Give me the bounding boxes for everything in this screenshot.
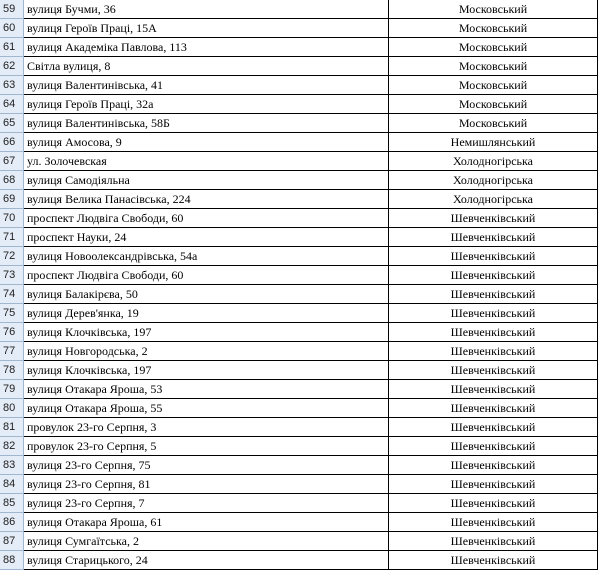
address-cell[interactable]: Світла вулиця, 8 bbox=[24, 57, 389, 76]
address-cell[interactable]: вулиця Самодіяльна bbox=[24, 171, 389, 190]
district-cell[interactable]: Московський bbox=[389, 0, 598, 19]
address-cell[interactable]: вулиця Сумгаїтська, 2 bbox=[24, 532, 389, 551]
row-number-header[interactable]: 63 bbox=[0, 76, 24, 95]
table-row bbox=[0, 513, 598, 532]
row-number-header[interactable]: 82 bbox=[0, 437, 24, 456]
address-cell[interactable]: вулиця Велика Панасівська, 224 bbox=[24, 190, 389, 209]
district-cell[interactable]: Шевченківський bbox=[389, 532, 598, 551]
district-cell[interactable]: Московський bbox=[389, 38, 598, 57]
district-cell[interactable]: Шевченківський bbox=[389, 551, 598, 570]
table-row bbox=[0, 38, 598, 57]
table-row bbox=[0, 418, 598, 437]
row-number-header[interactable]: 80 bbox=[0, 399, 24, 418]
table-row bbox=[0, 95, 598, 114]
address-cell[interactable]: вулиця Амосова, 9 bbox=[24, 133, 389, 152]
district-cell[interactable]: Шевченківський bbox=[389, 456, 598, 475]
table-row bbox=[0, 475, 598, 494]
address-cell[interactable]: вулиця Отакара Яроша, 55 bbox=[24, 399, 389, 418]
address-cell[interactable]: вулиця Академіка Павлова, 113 bbox=[24, 38, 389, 57]
district-cell[interactable]: Шевченківський bbox=[389, 247, 598, 266]
table-row bbox=[0, 57, 598, 76]
address-cell[interactable]: вулиця Клочківська, 197 bbox=[24, 361, 389, 380]
table-row bbox=[0, 0, 598, 19]
address-cell[interactable]: вулиця Новоолександрівська, 54а bbox=[24, 247, 389, 266]
table-row bbox=[0, 342, 598, 361]
district-cell[interactable]: Шевченківський bbox=[389, 475, 598, 494]
table-row bbox=[0, 209, 598, 228]
district-cell[interactable]: Московський bbox=[389, 19, 598, 38]
address-cell[interactable]: проспект Науки, 24 bbox=[24, 228, 389, 247]
table-row bbox=[0, 190, 598, 209]
table-row bbox=[0, 380, 598, 399]
address-cell[interactable]: вулиця Клочківська, 197 bbox=[24, 323, 389, 342]
row-number-header[interactable]: 83 bbox=[0, 456, 24, 475]
district-cell[interactable]: Шевченківський bbox=[389, 304, 598, 323]
row-number-header[interactable]: 74 bbox=[0, 285, 24, 304]
district-cell[interactable]: Московський bbox=[389, 57, 598, 76]
district-cell[interactable]: Московський bbox=[389, 114, 598, 133]
row-number-header[interactable]: 75 bbox=[0, 304, 24, 323]
table-row bbox=[0, 266, 598, 285]
table-row bbox=[0, 304, 598, 323]
district-cell[interactable]: Шевченківський bbox=[389, 399, 598, 418]
district-cell[interactable]: Шевченківський bbox=[389, 437, 598, 456]
row-number-header[interactable]: 79 bbox=[0, 380, 24, 399]
table-row bbox=[0, 114, 598, 133]
grid-bottom-edge bbox=[0, 574, 599, 579]
district-cell[interactable]: Шевченківський bbox=[389, 266, 598, 285]
table-row bbox=[0, 247, 598, 266]
row-number-header[interactable]: 60 bbox=[0, 19, 24, 38]
table-row bbox=[0, 228, 598, 247]
address-cell[interactable]: вулиця Героїв Праці, 15А bbox=[24, 19, 389, 38]
row-number-header[interactable]: 69 bbox=[0, 190, 24, 209]
table-row bbox=[0, 361, 598, 380]
row-number-header[interactable]: 72 bbox=[0, 247, 24, 266]
table-row bbox=[0, 456, 598, 475]
district-cell[interactable]: Шевченківський bbox=[389, 228, 598, 247]
district-cell[interactable]: Шевченківський bbox=[389, 361, 598, 380]
address-cell[interactable]: вулиця 23-го Серпня, 7 bbox=[24, 494, 389, 513]
district-cell[interactable]: Шевченківський bbox=[389, 513, 598, 532]
district-cell[interactable]: Шевченківський bbox=[389, 323, 598, 342]
address-cell[interactable]: ул. Золочевская bbox=[24, 152, 389, 171]
row-number-header[interactable]: 68 bbox=[0, 171, 24, 190]
address-cell[interactable]: вулиця Валентинівська, 41 bbox=[24, 76, 389, 95]
row-number-header[interactable]: 66 bbox=[0, 133, 24, 152]
address-cell[interactable]: провулок 23-го Серпня, 5 bbox=[24, 437, 389, 456]
district-cell[interactable]: Холодногірська bbox=[389, 171, 598, 190]
address-cell[interactable]: вулиця 23-го Серпня, 81 bbox=[24, 475, 389, 494]
table-row bbox=[0, 76, 598, 95]
district-cell[interactable]: Шевченківський bbox=[389, 380, 598, 399]
district-cell[interactable]: Шевченківський bbox=[389, 342, 598, 361]
address-cell[interactable]: проспект Людвіга Свободи, 60 bbox=[24, 209, 389, 228]
address-cell[interactable]: вулиця Отакара Яроша, 53 bbox=[24, 380, 389, 399]
row-number-header[interactable]: 77 bbox=[0, 342, 24, 361]
district-cell[interactable]: Холодногірська bbox=[389, 152, 598, 171]
table-row bbox=[0, 323, 598, 342]
district-cell[interactable]: Шевченківський bbox=[389, 418, 598, 437]
address-cell[interactable]: вулиця Балакірєва, 50 bbox=[24, 285, 389, 304]
row-number-header[interactable]: 87 bbox=[0, 532, 24, 551]
row-number-header[interactable]: 64 bbox=[0, 95, 24, 114]
address-cell[interactable]: вулиця Валентинівська, 58Б bbox=[24, 114, 389, 133]
row-number-header[interactable]: 73 bbox=[0, 266, 24, 285]
table-row bbox=[0, 437, 598, 456]
address-cell[interactable]: вулиця Отакара Яроша, 61 bbox=[24, 513, 389, 532]
row-number-header[interactable]: 59 bbox=[0, 0, 24, 19]
row-number-header[interactable]: 70 bbox=[0, 209, 24, 228]
row-number-header[interactable]: 86 bbox=[0, 513, 24, 532]
address-cell[interactable]: вулиця Бучми, 36 bbox=[24, 0, 389, 19]
row-number-header[interactable]: 76 bbox=[0, 323, 24, 342]
row-number-header[interactable]: 78 bbox=[0, 361, 24, 380]
table-row bbox=[0, 133, 598, 152]
address-cell[interactable]: вулиця Старицького, 24 bbox=[24, 551, 389, 570]
address-cell[interactable]: проспект Людвіга Свободи, 60 bbox=[24, 266, 389, 285]
address-cell[interactable]: вулиця Дерев'янка, 19 bbox=[24, 304, 389, 323]
row-number-header[interactable]: 88 bbox=[0, 551, 24, 570]
row-number-header[interactable]: 84 bbox=[0, 475, 24, 494]
table-row bbox=[0, 171, 598, 190]
table-row bbox=[0, 152, 598, 171]
row-number-header[interactable]: 71 bbox=[0, 228, 24, 247]
address-cell[interactable]: вулиця Новгородська, 2 bbox=[24, 342, 389, 361]
address-cell[interactable]: вулиця 23-го Серпня, 75 bbox=[24, 456, 389, 475]
table-row bbox=[0, 494, 598, 513]
row-number-header[interactable]: 62 bbox=[0, 57, 24, 76]
district-cell[interactable]: Московський bbox=[389, 76, 598, 95]
district-cell[interactable]: Шевченківський bbox=[389, 285, 598, 304]
table-row bbox=[0, 19, 598, 38]
row-number-header[interactable]: 65 bbox=[0, 114, 24, 133]
row-number-header[interactable]: 85 bbox=[0, 494, 24, 513]
district-cell[interactable]: Московський bbox=[389, 95, 598, 114]
district-cell[interactable]: Шевченківський bbox=[389, 209, 598, 228]
district-cell[interactable]: Шевченківський bbox=[389, 494, 598, 513]
table-row bbox=[0, 285, 598, 304]
row-number-header[interactable]: 67 bbox=[0, 152, 24, 171]
row-number-header[interactable]: 61 bbox=[0, 38, 24, 57]
district-cell[interactable]: Немишлянський bbox=[389, 133, 598, 152]
table-row bbox=[0, 532, 598, 551]
address-cell[interactable]: провулок 23-го Серпня, 3 bbox=[24, 418, 389, 437]
table-row bbox=[0, 551, 598, 570]
row-number-header[interactable]: 81 bbox=[0, 418, 24, 437]
table-row bbox=[0, 399, 598, 418]
address-cell[interactable]: вулиця Героїв Праці, 32а bbox=[24, 95, 389, 114]
district-cell[interactable]: Холодногірська bbox=[389, 190, 598, 209]
